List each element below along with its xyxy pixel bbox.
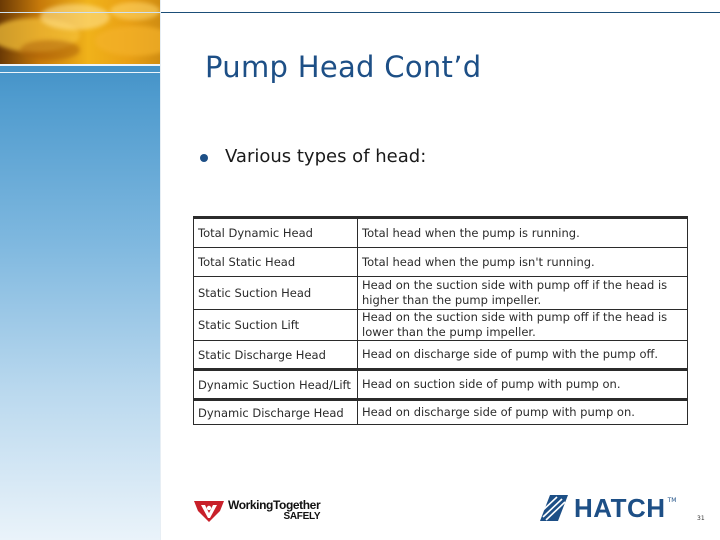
table-row [194,247,687,276]
content-separator [160,0,161,540]
hatch-trademark: TM [667,497,677,504]
working-together-shield-icon [193,499,225,523]
header-rule [160,12,720,13]
header-flame-image [0,0,160,64]
hatch-mark-icon [540,495,568,521]
working-together-text: WorkingTogether [228,498,321,512]
table-row [194,219,687,247]
table-row [194,276,687,309]
definition-cell: Head on the suction side with pump off if the head is higher than the pump impeller. [362,278,668,307]
table-row [194,340,687,368]
sidebar-rule-top [0,64,160,66]
page-number: 31 [697,515,705,522]
hatch-logo [540,495,676,521]
term-cell: Static Suction Head [194,277,358,309]
working-together-safely-logo [193,499,320,523]
sidebar-gradient [0,0,160,540]
safely-text: SAFELY [283,511,321,522]
table-row [194,309,687,340]
definition-cell: Head on discharge side of pump with the pump off. [362,347,659,361]
term-cell: Total Dynamic Head [194,219,358,247]
header-rule-left [0,12,160,13]
table-row [194,368,687,398]
definition-cell: Total head when the pump isn't running. [362,254,595,269]
bullet-text: Various types of head: [225,146,427,167]
head-types-table [193,216,688,425]
term-cell: Total Static Head [194,248,358,276]
hatch-wordmark: HATCH [574,493,666,523]
sidebar-rule-bottom [0,72,160,73]
definition-cell: Total head when the pump is running. [362,225,580,240]
page-title: Pump Head Cont’d [205,50,482,84]
term-cell: Static Discharge Head [194,341,358,368]
term-cell: Dynamic Discharge Head [194,401,358,424]
term-cell: Dynamic Suction Head/Lift [194,371,358,398]
bullet-item [200,146,426,167]
definition-cell: Head on the suction side with pump off if the head is lower than the pump impeller. [362,310,668,339]
table-row [194,398,687,424]
bullet-dot-icon [200,154,208,162]
definition-cell: Head on discharge side of pump with pump on. [362,405,635,419]
definition-cell: Head on suction side of pump with pump on. [362,377,621,391]
term-cell: Static Suction Lift [194,310,358,340]
